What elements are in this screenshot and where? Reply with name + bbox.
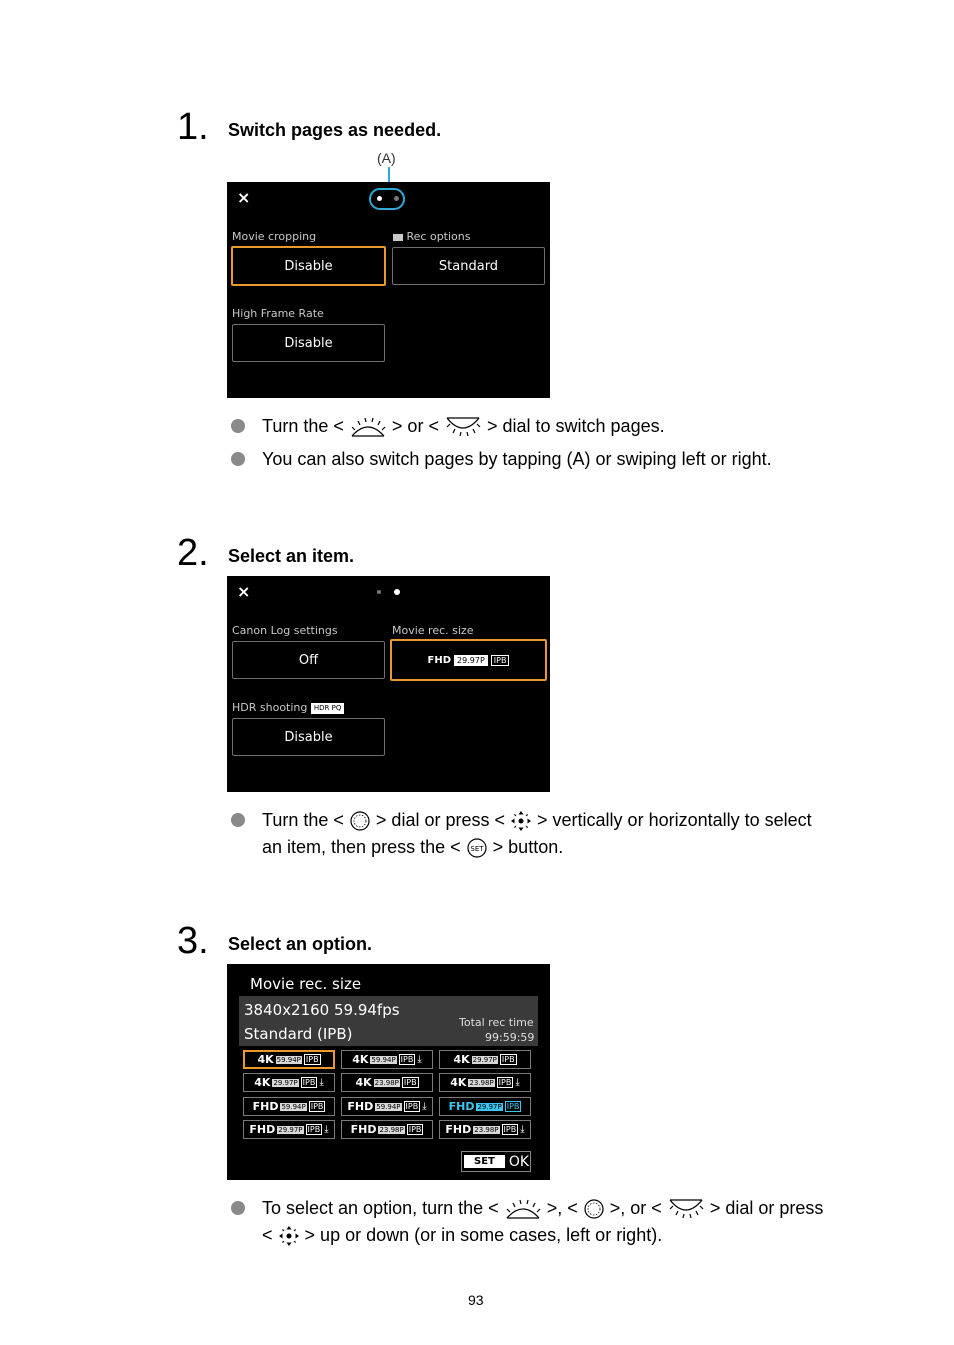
quick-control-dial-icon	[583, 1198, 605, 1220]
high-frame-rate-label: High Frame Rate	[232, 307, 324, 320]
rec-size-option[interactable]	[243, 1097, 335, 1116]
bullet-text: >, or <	[609, 1198, 662, 1218]
set-ok-button[interactable]	[461, 1151, 531, 1172]
detail-line-2: Standard (IPB)	[244, 1025, 353, 1043]
option-resolution: 4K	[254, 1076, 271, 1089]
option-frame-rate: 59.94P	[376, 1102, 401, 1111]
light-compression-icon: ⤓	[515, 1077, 520, 1088]
rec-size-option[interactable]	[341, 1073, 433, 1092]
option-compression: IPB	[302, 1078, 316, 1087]
option-compression: IPB	[400, 1055, 414, 1064]
option-resolution: 4K	[257, 1053, 274, 1066]
option-frame-rate: 29.97P	[273, 1078, 298, 1087]
option-resolution: FHD	[448, 1100, 475, 1113]
bullet-text: > up or down (or in some cases, left or right).	[304, 1225, 663, 1245]
option-resolution: FHD	[347, 1100, 374, 1113]
bullet	[231, 813, 245, 827]
bullet-text: > dial or press <	[375, 810, 505, 830]
option-frame-rate: 29.97P	[477, 1102, 502, 1111]
hdr-shooting-button[interactable]: Disable	[232, 718, 385, 756]
option-resolution: FHD	[249, 1123, 276, 1136]
light-compression-icon: ⤓	[417, 1054, 422, 1065]
bullet-text: >, <	[546, 1198, 578, 1218]
light-compression-icon: ⤓	[319, 1077, 324, 1088]
rec-size-option[interactable]	[341, 1050, 433, 1069]
bullet-text: Turn the <	[262, 416, 344, 436]
bullet-text: > or <	[391, 416, 439, 436]
rec-time-value: 99:59:59	[485, 1031, 535, 1044]
option-compression: IPB	[307, 1125, 321, 1134]
option-resolution: 4K	[352, 1053, 369, 1066]
step-2-title: Select an item.	[228, 546, 355, 566]
step-3-title: Select an option.	[228, 934, 373, 954]
page-number: 93	[468, 1292, 484, 1308]
light-compression-icon: ⤓	[422, 1101, 427, 1112]
option-frame-rate: 23.98P	[469, 1078, 494, 1087]
option-frame-rate: 23.98P	[374, 1078, 399, 1087]
step-1-number: 1.	[177, 106, 209, 148]
rec-options-label-wrap	[393, 230, 470, 243]
set-button-icon	[466, 837, 488, 859]
multi-controller-icon	[278, 1225, 300, 1247]
step-1-bullet-2: You can also switch pages by tapping (A) or swiping left or right.	[262, 449, 772, 469]
sub-dial-icon	[444, 416, 482, 438]
page-dot-1	[377, 196, 382, 201]
rec-size-option[interactable]	[243, 1120, 335, 1139]
rec-size-option[interactable]	[243, 1073, 335, 1092]
rec-options-label: Rec options	[406, 230, 471, 243]
close-icon[interactable]: ×	[237, 582, 251, 601]
detail-line-1: 3840x2160 59.94fps	[244, 1001, 400, 1019]
movie-rec-size-button[interactable]	[390, 639, 547, 681]
close-icon[interactable]: ×	[237, 188, 251, 207]
option-compression: IPB	[498, 1078, 512, 1087]
bullet-text: > vertically or horizontally to select	[537, 810, 812, 830]
multi-controller-icon	[510, 810, 532, 832]
light-compression-icon: ⤓	[520, 1124, 525, 1135]
hdr-shooting-label: HDR shooting	[232, 701, 308, 714]
option-compression: IPB	[408, 1125, 422, 1134]
option-frame-rate: 23.98P	[474, 1125, 499, 1134]
canon-log-button[interactable]: Off	[232, 641, 385, 679]
rec-options-button[interactable]: Standard	[392, 247, 545, 285]
option-compression: IPB	[405, 1102, 419, 1111]
page-indicator-highlight[interactable]	[369, 188, 405, 210]
main-dial-icon	[349, 416, 387, 438]
option-resolution: 4K	[355, 1076, 372, 1089]
option-compression: IPB	[305, 1055, 319, 1064]
rec-size-option[interactable]	[341, 1097, 433, 1116]
option-compression: IPB	[310, 1102, 324, 1111]
callout-a-label: (A)	[377, 150, 396, 166]
step-3-bullet-line-1	[262, 1195, 823, 1222]
step-3-bullet-line-2	[262, 1222, 662, 1249]
step-1-bullet-1	[262, 413, 665, 440]
option-frame-rate: 59.94P	[371, 1055, 396, 1064]
option-compression: IPB	[503, 1125, 517, 1134]
rec-size-option[interactable]	[439, 1073, 531, 1092]
svg-text:SET: SET	[470, 845, 484, 854]
resolution-text: FHD	[427, 654, 452, 666]
option-compression: IPB	[506, 1102, 520, 1111]
option-frame-rate: 59.94P	[276, 1055, 301, 1064]
option-frame-rate: 29.97P	[278, 1125, 303, 1134]
light-compression-icon: ⤓	[324, 1124, 329, 1135]
ok-label: OK	[508, 1153, 530, 1170]
bullet-text: > dial or press	[709, 1198, 824, 1218]
option-resolution: FHD	[350, 1123, 377, 1136]
step-2-number: 2.	[177, 532, 209, 574]
rec-size-option[interactable]	[439, 1097, 531, 1116]
bullet-text: Turn the <	[262, 810, 344, 830]
frame-rate-chip: 29.97P	[454, 655, 488, 666]
rec-size-option[interactable]	[439, 1050, 531, 1069]
bullet-text: To select an option, turn the <	[262, 1198, 499, 1218]
bullet-text: > button.	[492, 837, 564, 857]
step-3-number: 3.	[177, 920, 209, 962]
page-dot-1[interactable]	[377, 590, 381, 594]
option-screen	[227, 964, 550, 1180]
bullet	[231, 1201, 245, 1215]
screen-header: Movie rec. size	[250, 975, 362, 993]
movie-camera-icon	[393, 234, 403, 241]
canon-log-label: Canon Log settings	[232, 624, 338, 637]
movie-cropping-label: Movie cropping	[232, 230, 317, 243]
rec-time-label: Total rec time	[459, 1016, 534, 1029]
hdr-pq-badge: HDR PQ	[311, 703, 344, 714]
option-resolution: FHD	[445, 1123, 472, 1136]
page-dot-2	[394, 196, 399, 201]
option-frame-rate: 23.98P	[379, 1125, 404, 1134]
hdr-shooting-label-wrap	[232, 701, 344, 714]
option-compression: IPB	[501, 1055, 515, 1064]
bullet-text: <	[262, 1225, 273, 1245]
step-1-title: Switch pages as needed.	[228, 120, 442, 140]
bullet	[231, 419, 245, 433]
sub-dial-icon	[667, 1198, 705, 1220]
rec-size-option[interactable]	[439, 1120, 531, 1139]
set-label: SET	[464, 1155, 505, 1168]
menu-screen-2	[227, 576, 550, 792]
rec-size-option[interactable]	[243, 1050, 335, 1069]
step-2-bullet-line-1	[262, 807, 812, 834]
option-resolution: FHD	[252, 1100, 279, 1113]
bullet-text: an item, then press the <	[262, 837, 461, 857]
rec-size-option[interactable]	[341, 1120, 433, 1139]
quick-control-dial-icon	[349, 810, 371, 832]
movie-rec-size-label: Movie rec. size	[392, 624, 474, 637]
bullet	[231, 452, 245, 466]
step-2-bullet-line-2	[262, 834, 563, 861]
option-frame-rate: 59.94P	[281, 1102, 306, 1111]
high-frame-rate-button[interactable]: Disable	[232, 324, 385, 362]
page-dot-2[interactable]	[394, 589, 400, 595]
main-dial-icon	[504, 1198, 542, 1220]
menu-screen-1	[227, 182, 550, 398]
option-resolution: 4K	[450, 1076, 467, 1089]
option-compression: IPB	[403, 1078, 417, 1087]
compression-chip: IPB	[491, 655, 510, 666]
option-frame-rate: 29.97P	[472, 1055, 497, 1064]
option-resolution: 4K	[453, 1053, 470, 1066]
movie-cropping-button[interactable]: Disable	[231, 246, 386, 286]
bullet-text: > dial to switch pages.	[486, 416, 665, 436]
